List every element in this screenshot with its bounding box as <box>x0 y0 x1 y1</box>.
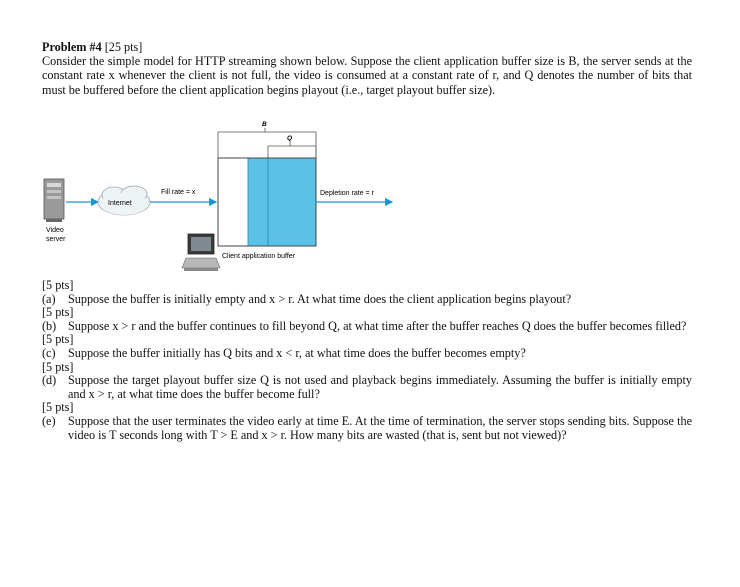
problem-intro: Consider the simple model for HTTP streaming shown below. Suppose the client application buffer size is B, the server sends at the constant rate x whenever the client is not full, the video is consumed at a constant rate of r, and Q denotes the number of bits that must be buffered before the client application begins playout (i.e., target playout buffer size). <box>42 54 692 97</box>
question-e-label: (e) <box>42 413 56 428</box>
question-c-label: (c) <box>42 345 56 360</box>
video-server-label-2: server <box>46 236 66 243</box>
target-playout-q-label: Q <box>287 135 293 142</box>
video-server-label-1: Video <box>46 227 64 234</box>
question-b-text: Suppose x > r and the buffer continues to fill beyond Q, at what time after the buffer reaches Q does the buffer becomes filled? <box>68 318 687 333</box>
question-a-label: (a) <box>42 291 56 306</box>
questions-list <box>42 279 692 442</box>
question-d <box>42 374 692 401</box>
question-e-points: [5 pts] <box>42 400 74 415</box>
question-d-points: [5 pts] <box>42 359 74 374</box>
question-b-label: (b) <box>42 318 57 333</box>
problem-header <box>42 40 692 97</box>
question-c-points: [5 pts] <box>42 332 74 347</box>
depletion-rate-label: Depletion rate = r <box>320 190 374 197</box>
question-b-points: [5 pts] <box>42 305 74 320</box>
http-streaming-diagram <box>36 116 416 278</box>
question-a-points: [5 pts] <box>42 278 74 292</box>
buffer-filled-region <box>248 158 316 246</box>
question-a <box>42 293 692 307</box>
client-buffer-label: Client application buffer <box>222 253 296 260</box>
problem-title-line <box>42 40 692 54</box>
video-server-icon <box>44 179 64 222</box>
question-e <box>42 415 692 442</box>
question-b <box>42 320 692 334</box>
question-c-text: Suppose the buffer initially has Q bits and x < r, at what time does the buffer becomes empty? <box>68 345 526 360</box>
question-d-text: Suppose the target playout buffer size Q is not used and playback begins immediately. Assuming the buffer is initially empty and x > r, at what time does the buffer become full? <box>68 373 692 401</box>
problem-title: Problem #4 <box>42 40 102 54</box>
target-playout-q-bracket <box>268 146 316 158</box>
question-a-text: Suppose the buffer is initially empty and x > r. At what time does the client application begins playout? <box>68 291 572 306</box>
buffer-size-b-bracket <box>218 132 316 158</box>
question-d-label: (d) <box>42 373 57 388</box>
problem-points: [25 pts] <box>104 40 143 54</box>
question-e-text: Suppose that the user terminates the video early at time E. At the time of termination, the server stops sending bits. Suppose the video is T seconds long with T > E and x > r. How many bits are wasted (that is, sent but not viewed)? <box>68 413 692 442</box>
question-c <box>42 347 692 361</box>
fill-rate-label: Fill rate = x <box>161 189 196 196</box>
buffer-size-b-label: B <box>262 121 267 128</box>
client-computer-icon <box>182 234 220 271</box>
internet-label: Internet <box>108 200 132 207</box>
